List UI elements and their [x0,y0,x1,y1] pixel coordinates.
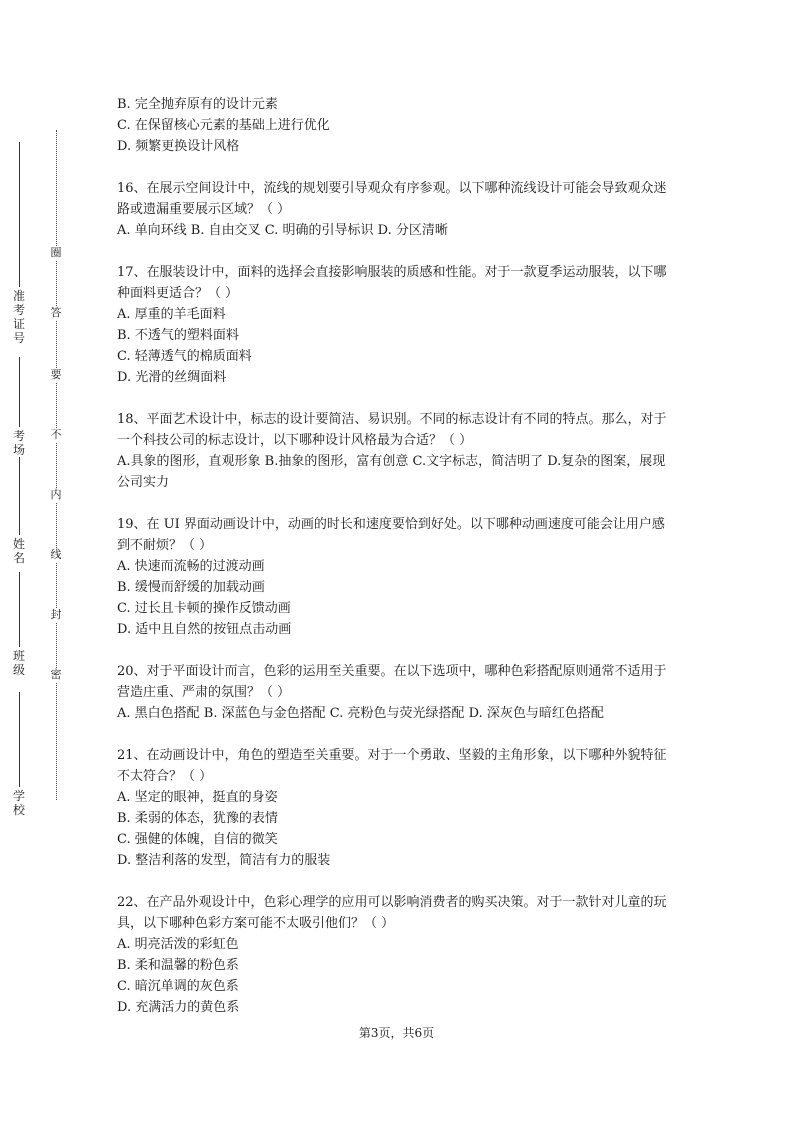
binding-dotted-line [56,130,57,800]
option: C. 轻薄透气的棉质面料 [117,349,252,364]
option: C. 过长且卡顿的操作反馈动画 [117,601,291,616]
question-21 [117,745,677,871]
question-stem: 22、在产品外观设计中，色彩心理学的应用可以影响消费者的购买决策。对于一款针对儿童的玩具，以下哪种色彩方案可能不太吸引他们？（ ） [117,895,667,931]
option: D. 频繁更换设计风格 [117,139,240,154]
class-label: 班级 [12,649,25,677]
question-stem: 21、在动画设计中，角色的塑造至关重要。对于一个勇敢、坚毅的主角形象，以下哪种外貌特征不太符合？（ ） [117,748,667,784]
top-line [12,140,26,269]
question-18 [117,409,677,493]
option: B. 不透气的塑料面料 [117,328,239,343]
school-label: 学校 [12,789,25,817]
binding-char: 不 [50,428,62,441]
option: A. 黑白色搭配 B. 深蓝色与金色搭配 C. 亮粉色与荧光绿搭配 D. 深灰色与暗红色搭配 [117,706,604,721]
question-20 [117,661,677,724]
option: B. 柔和温馨的粉色系 [117,958,239,973]
class-line [19,572,20,647]
exam-number-label: 准考证号 [12,289,25,345]
question-22 [117,892,677,1018]
binding-char: 内 [50,488,62,501]
option: A.具象的图形，直观形象 B.抽象的图形，富有创意 C.文字标志，简洁明了 D.复杂的图案，展现公司实力 [117,454,666,490]
exam-room-label: 考场 [12,429,25,457]
binding-char: 要 [50,368,62,381]
question-content [117,94,677,1018]
option: D. 整洁利落的发型，简洁有力的服装 [117,853,331,868]
option: A. 快速而流畅的过渡动画 [117,559,265,574]
school-field [12,690,26,817]
option: B. 完全抛弃原有的设计元素 [117,97,278,112]
question-stem: 17、在服装设计中，面料的选择会直接影响服装的质感和性能。对于一款夏季运动服装，以下哪种面料更适合？（ ） [117,265,667,301]
option: A. 明亮活泼的彩虹色 [117,937,239,952]
option: A. 厚重的羊毛面料 [117,307,226,322]
question-16 [117,178,677,241]
option: B. 缓慢而舒缓的加载动画 [117,580,265,595]
binding-char: 封 [50,608,62,621]
question-stem: 19、在 UI 界面动画设计中，动画的时长和速度要恰到好处。以下哪种动画速度可能会让用户感到不耐烦？（ ） [117,517,665,553]
class-field [12,570,26,677]
option: D. 充满活力的黄色系 [117,1000,240,1015]
question-stem: 20、对于平面设计而言，色彩的运用至关重要。在以下选项中，哪种色彩搭配原则通常不适用于营造庄重、严肃的氛围？（ ） [117,664,667,700]
name-field [12,455,26,565]
question-17 [117,262,677,388]
option: A. 坚定的眼神，挺直的身姿 [117,790,278,805]
option: A. 单向环线 B. 自由交叉 C. 明确的引导标识 D. 分区清晰 [117,223,448,238]
exam-room-field [12,355,26,457]
exam-number-line [19,267,20,287]
carry-over-options [117,94,677,157]
option: C. 暗沉单调的灰色系 [117,979,239,994]
option: B. 柔弱的体态，犹豫的表情 [117,811,278,826]
name-line [19,457,20,535]
question-stem: 18、平面艺术设计中，标志的设计要简洁、易识别。不同的标志设计有不同的特点。那么，对于一个科技公司的标志设计，以下哪种设计风格最为合适？（ ） [117,412,667,448]
exam-number-field [12,265,26,345]
exam-room-line [19,357,20,427]
top-underline [19,142,20,267]
option: D. 光滑的丝绸面料 [117,370,227,385]
option: C. 强健的体魄，自信的微笑 [117,832,278,847]
option: C. 在保留核心元素的基础上进行优化 [117,118,330,133]
question-19 [117,514,677,640]
page-footer: 第3页，共6页 [358,1026,435,1040]
option: D. 适中且自然的按钮点击动画 [117,622,292,637]
question-stem: 16、在展示空间设计中，流线的规划要引导观众有序参观。以下哪种流线设计可能会导致观众迷路或遗漏重要展示区域？（ ） [117,181,667,217]
binding-char: 线 [50,548,62,561]
binding-char: 密 [50,668,62,681]
name-label: 姓名 [12,537,25,565]
binding-char: 答 [50,306,62,319]
school-line [19,692,20,787]
binding-char: 圈 [50,246,62,259]
